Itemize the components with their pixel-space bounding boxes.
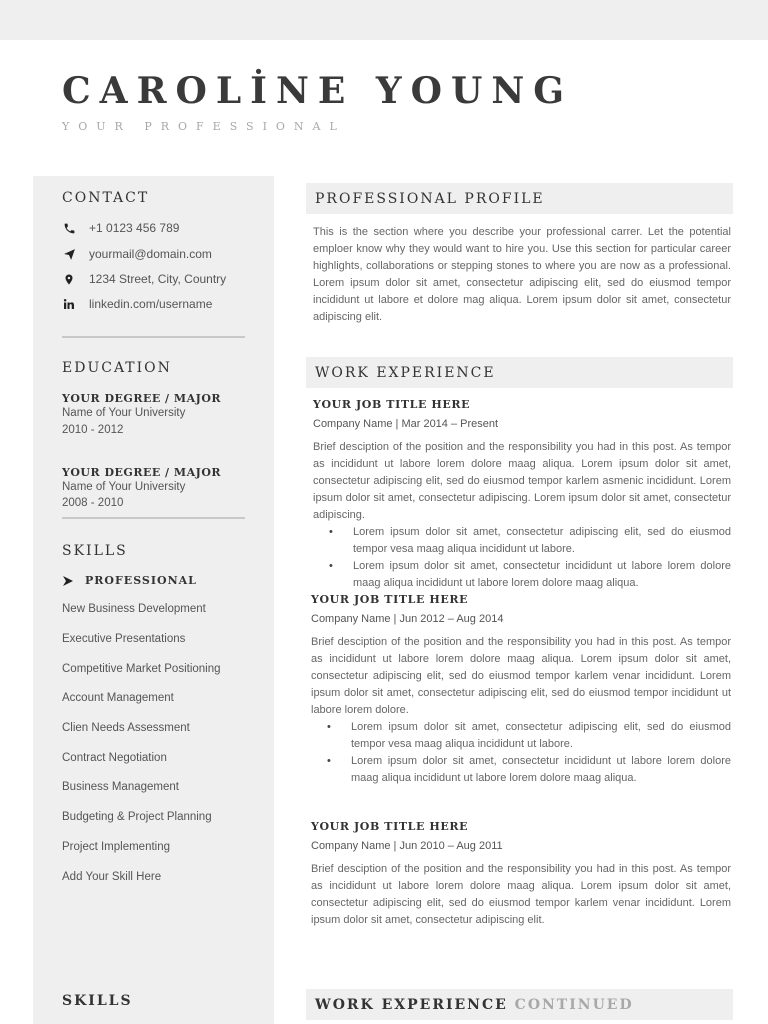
job-bullet: • Lorem ipsum dolor sit amet, consectetur incididunt ut labore lorem dolore maag aliqua incididunt ut labore lorem dolore maag aliqua. [313,558,731,592]
experience-continued-heading [315,997,634,1013]
contact-linkedin [62,296,212,312]
job-title: YOUR JOB TITLE HERE [313,398,471,411]
phone-icon [62,221,76,235]
skill-item: Business Management [62,781,179,793]
education-degree: YOUR DEGREE / MAJOR [62,466,222,479]
resume-page [0,40,768,1024]
skill-item: Add Your Skill Here [62,871,162,883]
education-university: Name of Your University [62,481,186,493]
contact-email-text: yourmail@domain.com [89,247,212,261]
skill-item: Executive Presentations [62,633,186,645]
job-bullet: • Lorem ipsum dolor sit amet, consectetur adipiscing elit, sed do eiusmod tempor vesa maag aliqua incididunt ut labore. [311,719,731,753]
job-title: YOUR JOB TITLE HERE [311,593,469,606]
job-description: Brief desciption of the position and the responsibility you had in this post. As tempor as incididunt ut labore lorem dolore maag aliqua. Lorem ipsum dolor sit amet, consectetur adipiscing elit, sed do eiusmod tempor karlem asmenic incididunt. Lorem ipsum dolor sit amet, consectetur adipiscing. Lorem ipsum dolor sit amet, consectetur adipiscing. [313,441,731,521]
candidate-name: CAROLİNE YOUNG [62,70,573,112]
linkedin-icon [62,297,76,311]
education-years: 2008 - 2010 [62,497,124,509]
contact-address [62,271,226,287]
education-years: 2010 - 2012 [62,424,124,436]
experience-heading-bar [306,357,733,388]
experience-heading: WORK EXPERIENCE [315,365,496,381]
location-pin-icon [62,272,76,286]
skill-item: Project Implementing [62,841,171,853]
experience-continued-title: WORK EXPERIENCE [315,997,508,1013]
job-bullet: • Lorem ipsum dolor sit amet, consectetur adipiscing elit, sed do eiusmod tempor vesa maag aliqua incididunt ut labore. [313,524,731,558]
education-university: Name of Your University [62,407,186,419]
skill-item: Clien Needs Assessment [62,722,190,734]
skill-item: Budgeting & Project Planning [62,811,212,823]
sidebar [33,176,274,1024]
skills-footer-heading: SKILLS [62,993,133,1009]
job-company: Company Name | Jun 2012 – Aug 2014 [311,613,504,625]
paper-plane-icon [62,247,76,261]
job-description: Brief desciption of the position and the responsibility you had in this post. As tempor as incididunt ut labore lorem dolore maag aliqua. Lorem ipsum dolor sit amet, consectetur adipiscing elit, sed do eiusmod tempor karlem venar incididunt. Lorem ipsum dolor sit amet, consectetur adipiscing elit. [311,863,731,926]
skills-heading: SKILLS [62,543,128,559]
skill-item: Competitive Market Positioning [62,663,221,675]
contact-heading: CONTACT [62,190,150,206]
experience-continued-suffix: CONTINUED [514,997,634,1013]
job-company: Company Name | Mar 2014 – Present [313,418,499,430]
contact-phone [62,220,179,236]
experience-continued-bar [306,989,733,1020]
skill-item: New Business Development [62,603,206,615]
profile-heading: PROFESSIONAL PROFILE [315,191,545,207]
candidate-subtitle: YOUR PROFESSIONAL [62,120,346,133]
skills-group-professional [62,574,197,587]
job-bullets [311,719,731,787]
job-bullets [313,524,731,592]
skill-item: Account Management [62,692,174,704]
education-degree: YOUR DEGREE / MAJOR [62,392,222,405]
skills-group-title: PROFESSIONAL [85,574,197,587]
contact-phone-text: +1 0123 456 789 [89,221,180,235]
contact-linkedin-text: linkedin.com/username [89,297,213,311]
education-heading: EDUCATION [62,360,172,376]
job-description: Brief desciption of the position and the responsibility you had in this post. As tempor as incididunt ut labore lorem dolore maag aliqua. Lorem ipsum dolor sit amet, consectetur adipiscing elit, sed do eiusmod tempor karlem venar incididunt. Lorem ipsum dolor sit amet, consectetur adipiscing elit, sed do eiusmod tempor incididunt ut labore lorem dolore. [311,636,731,716]
sidebar-divider [62,336,245,338]
skill-item: Contract Negotiation [62,752,167,764]
job-bullet: • Lorem ipsum dolor sit amet, consectetur incididunt ut labore lorem dolore maag aliqua incididunt ut labore lorem dolore maag aliqua. [311,753,731,787]
arrow-right-icon [62,575,74,587]
profile-text: This is the section where you describe your professional carrer. Let the potential emploer know why they would want to hire you. Use this section for particular career highlights, collaborations or stepping stones to where you are now as a professional. Lorem ipsum dolor sit amet, consectetur adipiscing elit, sed do eiusmod tempor incididunt ut labore et dolore mag aliqua. Lorem ipsum dolor sit amet, consectetur adipiscing elit. [313,226,731,323]
profile-heading-bar [306,183,733,214]
job-company: Company Name | Jun 2010 – Aug 2011 [311,840,503,852]
contact-address-text: 1234 Street, City, Country [89,272,227,286]
contact-email [62,246,212,262]
sidebar-divider [62,517,245,519]
job-title: YOUR JOB TITLE HERE [311,820,469,833]
